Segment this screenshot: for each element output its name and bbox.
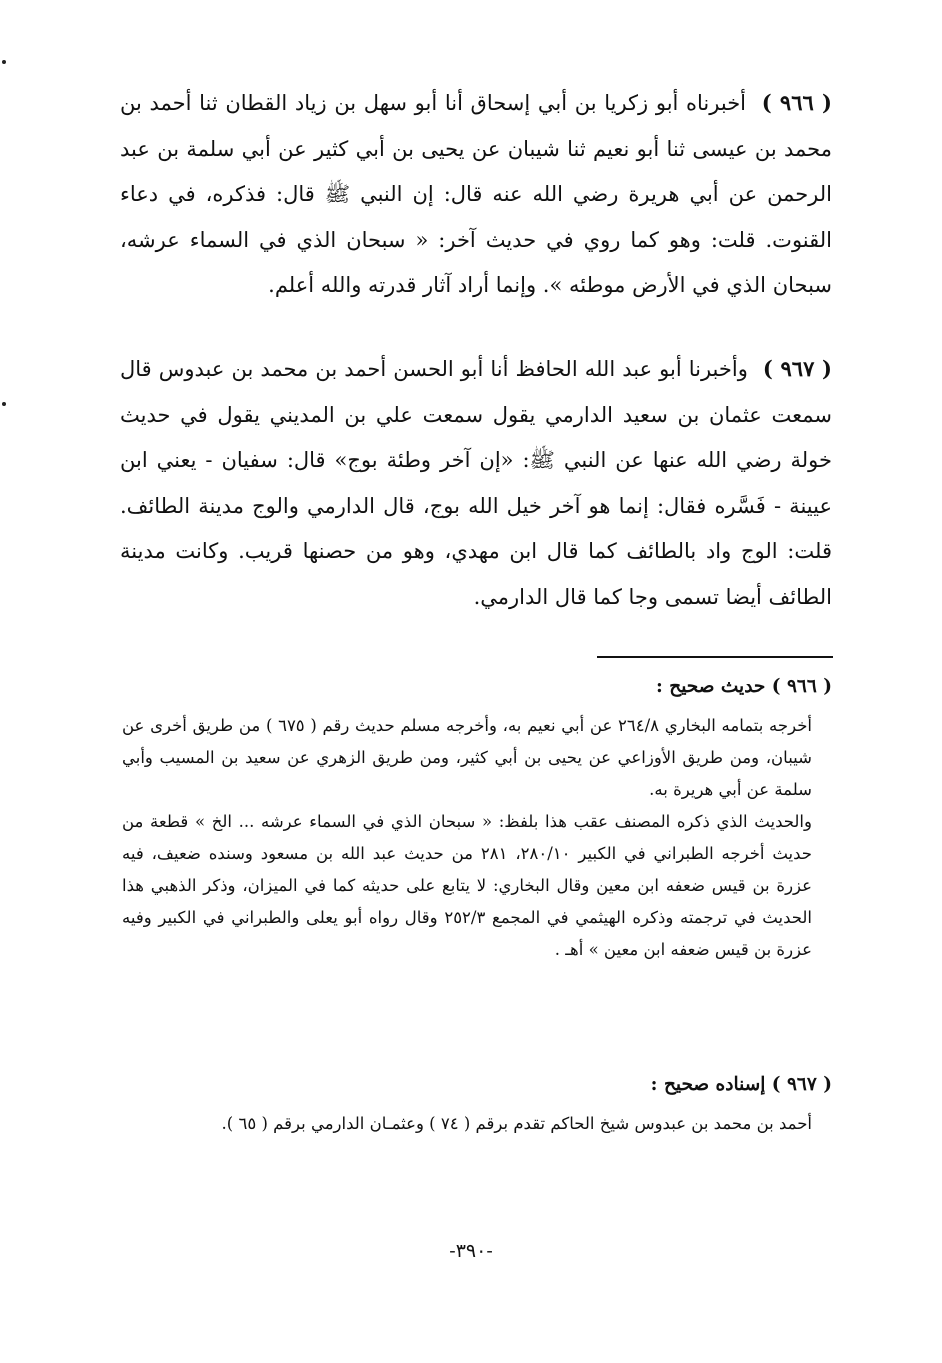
footnote-separator — [597, 656, 833, 658]
hadith-text: وأخبرنا أبو عبد الله الحافظ أنا أبو الحسن أحمد بن محمد بن عبدوس قال سمعت عثمان بن سعيد الدارمي يقول سمعت علي بن المديني يقول في حديث خولة رضي الله عنها عن النبي ﷺ: «إن آخر وطئة بوج» قال: سفيان - يعني ابن عيينة - فَسَّره فقال: إنما هو آخر خيل الله بوج، قال الدارمي والوج مدينة الطائف. قلت: الوج واد بالطائف كما قال ابن مهدي، وهو من حصنها قريب. وكانت مدينة الطائف أيضا تسمى وجا كما قال الدارمي. — [120, 357, 832, 609]
footnote-paragraph: والحديث الذي ذكره المصنف عقب هذا بلفظ: « سبحان الذي في السماء عرشه ... الخ » قطعة من حديث أخرجه الطبراني في الكبير ٢٨٠/١٠، ٢٨١ من حديث عبد الله بن مسعود وسنده ضعيف، فيه عزرة بن قيس ضعفه ابن معين وقال البخاري: لا يتابع على حديثه كما في الميزان، وذكر الذهبي هذا الحديث في ترجمته وذكره الهيثمي في المجمع ٢٥٢/٣ وقال رواه أبو يعلى والطبراني في الكبير وفيه عزرة بن قيس ضعفه ابن معين » أهـ . — [122, 812, 812, 959]
footnote-paragraph: أخرجه بتمامه البخاري ٢٦٤/٨ عن أبي نعيم به، وأخرجه مسلم حديث رقم ( ٦٧٥ ) من طريق أخرى عن شيبان، ومن طريق الأوزاعي عن يحيى بن أبي كثير، ومن طريق الزهري عن سعيد بن المسيب وأبي سلمة عن أبي هريرة به. — [122, 716, 812, 799]
hadith-967 — [120, 346, 832, 620]
hadith-number: ( ٩٦٦ ) — [761, 90, 832, 115]
footnote-967-heading: ( ٩٦٧ ) إسناده صحيح : — [650, 1074, 832, 1095]
scan-margin-dot — [2, 402, 6, 406]
hadith-966 — [120, 80, 832, 309]
hadith-number: ( ٩٦٧ ) — [762, 356, 832, 381]
footnote-967-body — [122, 1108, 812, 1140]
page-number: -٣٩٠- — [449, 1240, 493, 1262]
footnote-966-heading: ( ٩٦٦ ) حديث صحيح : — [656, 676, 832, 697]
footnote-paragraph: أحمد بن محمد بن عبدوس شيخ الحاكم تقدم برقم ( ٧٤ ) وعثمـان الدارمي برقم ( ٦٥ ). — [221, 1114, 812, 1133]
scan-margin-dot — [2, 60, 6, 64]
footnote-966-body — [122, 710, 812, 966]
hadith-text: أخبرناه أبو زكريا بن أبي إسحاق أنا أبو سهل بن زياد القطان ثنا أحمد بن محمد بن عيسى ثنا أبو نعيم ثنا شيبان عن يحيى بن أبي كثير عن أبي سلمة بن عبد الرحمن عن أبي هريرة رضي الله عنه قال: إن النبي ﷺ قال: فذكره، في دعاء القنوت. قلت: وهو كما روي في حديث آخر: « سبحان الذي في السماء عرشه، سبحان الذي في الأرض موطئه ». وإنما أراد آثار قدرته والله أعلم. — [120, 91, 832, 297]
